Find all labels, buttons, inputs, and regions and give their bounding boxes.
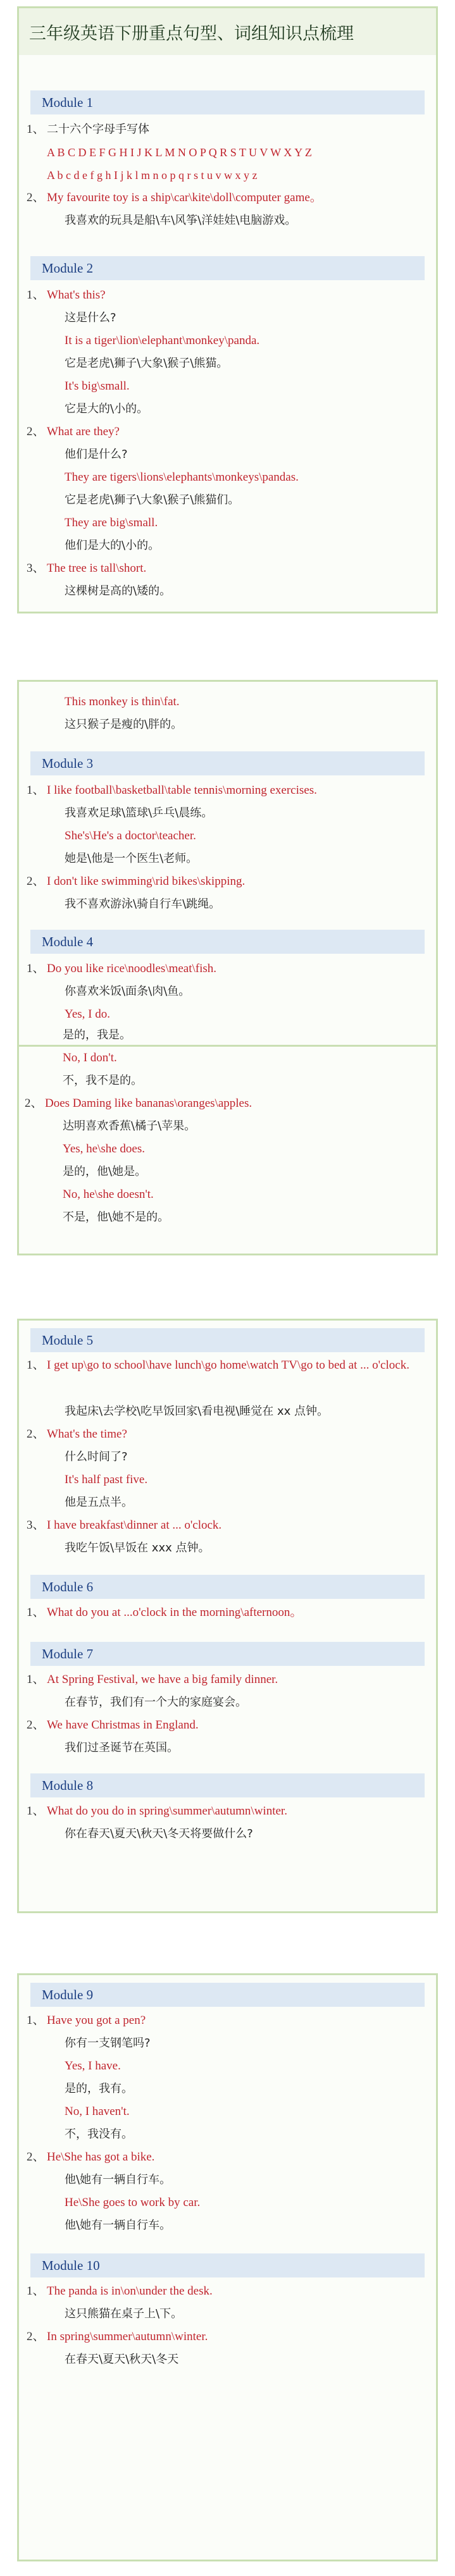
list-item	[19, 1668, 425, 1691]
zh-line: 你喜欢米饭\面条\肉\鱼。	[65, 985, 190, 998]
en-line: Yes, I have.	[65, 2059, 121, 2073]
module-7-header: Module 7	[30, 1642, 425, 1666]
module-3-header: Module 3	[30, 751, 425, 775]
zh-line: 不，我没有。	[65, 2128, 133, 2141]
item-number: 2、	[27, 1427, 45, 1441]
page-title: 三年级英语下册重点句型、词组知识点梳理	[19, 8, 436, 55]
item-number: 2、	[27, 1718, 45, 1732]
en-line: We have Christmas in England.	[47, 1718, 199, 1732]
zh-line: 他是五点半。	[65, 1496, 133, 1509]
en-line: What's this?	[47, 288, 106, 302]
zh-line: 我不喜欢游泳\骑自行车\跳绳。	[65, 897, 221, 911]
module-1-header: Module 1	[30, 90, 425, 114]
list-item	[19, 1601, 425, 1624]
item-number: 2、	[27, 2330, 45, 2343]
module-10-header: Module 10	[30, 2253, 425, 2277]
list-item	[19, 2146, 425, 2169]
en-line: He\She has got a bike.	[47, 2150, 155, 2164]
list-item	[19, 2326, 425, 2348]
list-item	[19, 779, 425, 802]
zh-line: 二十六个字母手写体	[47, 123, 149, 136]
en-line: Have you got a pen?	[47, 2014, 146, 2027]
en-line: They are tigers\lions\elephants\monkeys\pandas.	[65, 471, 299, 484]
zh-line: 她是\他是一个医生\老师。	[65, 852, 198, 865]
zh-line: 这只猴子是瘦的\胖的。	[65, 718, 183, 731]
list-item	[19, 1514, 425, 1537]
zh-line: 我喜欢足球\篮球\乒乓\晨练。	[65, 806, 213, 820]
zh-line: 你在春天\夏天\秋天\冬天将要做什么?	[65, 1827, 253, 1840]
item-number: 1、	[27, 2014, 45, 2027]
list-item	[19, 1714, 425, 1737]
en-line: What's the time?	[47, 1427, 127, 1441]
item-number: 2、	[27, 2150, 45, 2164]
item-number: 3、	[27, 1519, 45, 1532]
en-line: What do you at ...o'clock in the morning\afternoon。	[47, 1606, 302, 1619]
module-8-header: Module 8	[30, 1773, 425, 1797]
zh-line: 他们是大的\小的。	[65, 539, 160, 552]
en-line: This monkey is thin\fat.	[65, 695, 180, 708]
en-line: They are big\small.	[65, 516, 158, 529]
en-line: The panda is in\on\under the desk.	[47, 2284, 213, 2298]
item-number: 1、	[27, 1606, 45, 1619]
panel-4	[17, 1973, 438, 2561]
en-line: It's big\small.	[65, 379, 130, 393]
list-item	[19, 2009, 425, 2032]
zh-line: 这棵树是高的\矮的。	[65, 584, 171, 598]
list-item	[19, 1800, 425, 1823]
item-number: 2、	[27, 191, 45, 204]
item-number: 1、	[27, 288, 45, 302]
zh-line: 它是老虎\狮子\大象\猴子\熊猫。	[65, 357, 228, 370]
list-item	[19, 1355, 425, 1376]
en-line: Yes, I do.	[65, 1008, 110, 1021]
module-5-header: Module 5	[30, 1328, 425, 1352]
list-item	[17, 1092, 427, 1115]
zh-line: 不是，他\她不是的。	[63, 1211, 170, 1224]
item-number: 2、	[27, 875, 45, 888]
item-number: 1、	[27, 784, 45, 797]
en-line: He\She goes to work by car.	[65, 2196, 201, 2209]
en-line: A b c d e f g h I j k l m n o p q r s t u v w x y z	[47, 169, 258, 182]
en-line: No, I don't.	[63, 1051, 117, 1064]
en-line: I don't like swimming\rid bikes\skipping.	[47, 875, 246, 888]
list-item	[19, 118, 425, 141]
panel-1	[17, 6, 438, 613]
zh-line: 他\她有一辆自行车。	[65, 2219, 171, 2232]
en-line: Yes, he\she does.	[63, 1142, 146, 1156]
zh-line: 他\她有一辆自行车。	[65, 2173, 171, 2186]
en-line: No, he\she doesn't.	[63, 1188, 154, 1201]
item-number: 1、	[27, 1359, 45, 1372]
panel-2	[17, 680, 438, 1047]
en-line: In spring\summer\autumn\winter.	[47, 2330, 208, 2343]
en-line: It is a tiger\lion\elephant\monkey\panda.	[65, 334, 260, 347]
zh-line: 在春天\夏天\秋天\冬天	[65, 2353, 179, 2366]
en-line: The tree is tall\short.	[47, 562, 147, 575]
item-number: 1、	[27, 962, 45, 975]
en-line: I get up\go to school\have lunch\go home\watch TV\go to bed at ... o'clock.	[47, 1359, 409, 1372]
module-2-header: Module 2	[30, 256, 425, 280]
en-line: At Spring Festival, we have a big family dinner.	[47, 1673, 278, 1686]
en-line: She's\He's a doctor\teacher.	[65, 829, 196, 842]
zh-line: 我吃午饭\早饭在 xxx 点钟。	[65, 1541, 210, 1555]
en-line: Do you like rice\noodles\meat\fish.	[47, 962, 217, 975]
zh-line: 我们过圣诞节在英国。	[65, 1741, 178, 1754]
en-line: My favourite toy is a ship\car\kite\doll\computer game。	[47, 191, 322, 204]
list-item	[19, 187, 425, 209]
zh-line: 这只熊猫在桌子上\下。	[65, 2307, 183, 2320]
zh-line: 我起床\去学校\吃早饭回家\看电视\睡觉在 xx 点钟。	[65, 1405, 329, 1418]
module-6-header: Module 6	[30, 1575, 425, 1599]
zh-line: 这是什么?	[65, 311, 116, 324]
zh-line: 在春节，我们有一个大的家庭宴会。	[65, 1696, 247, 1709]
en-line: I have breakfast\dinner at ... o'clock.	[47, 1519, 222, 1532]
item-number: 1、	[27, 2284, 45, 2298]
en-line: What do you do in spring\summer\autumn\winter.	[47, 1804, 287, 1818]
list-item	[19, 557, 425, 580]
zh-line: 是的，他\她是。	[63, 1165, 147, 1178]
zh-line: 它是老虎\狮子\大象\猴子\熊猫们。	[65, 493, 240, 507]
item-number: 1、	[27, 123, 45, 136]
zh-line: 不，我不是的。	[63, 1074, 142, 1087]
zh-line: 他们是什么?	[65, 448, 128, 461]
list-item	[19, 2280, 425, 2303]
item-number: 1、	[27, 1804, 45, 1818]
en-line: It's half past five.	[65, 1473, 148, 1486]
zh-line: 你有一支钢笔吗?	[65, 2037, 151, 2050]
item-number: 2、	[25, 1097, 43, 1110]
en-line: I like football\basketball\table tennis\morning exercises.	[47, 784, 317, 797]
item-number: 2、	[27, 425, 45, 438]
panel-3	[17, 1319, 438, 1913]
zh-line: 什么时间了?	[65, 1450, 128, 1464]
zh-line: 是的，我是。	[63, 1028, 131, 1042]
list-item	[19, 421, 425, 443]
zh-line: 达明喜欢香蕉\橘子\苹果。	[63, 1119, 196, 1133]
module-4-header: Module 4	[30, 930, 425, 954]
item-number: 3、	[27, 562, 45, 575]
list-item	[19, 958, 425, 980]
en-line: Does Daming like bananas\oranges\apples.	[45, 1097, 252, 1110]
module-9-header: Module 9	[30, 1983, 425, 2007]
zh-line: 是的，我有。	[65, 2082, 133, 2095]
item-number: 1、	[27, 1673, 45, 1686]
en-line: No, I haven't.	[65, 2105, 130, 2118]
list-item	[19, 870, 425, 893]
zh-line: 它是大的\小的。	[65, 402, 149, 416]
panel-2-tail	[17, 1024, 438, 1255]
en-line: A B C D E F G H I J K L M N O P Q R S T U V W X Y Z	[47, 146, 312, 159]
zh-line: 我喜欢的玩具是船\车\风筝\洋娃娃\电脑游戏。	[65, 214, 297, 227]
list-item	[19, 284, 425, 307]
en-line: What are they?	[47, 425, 120, 438]
list-item	[19, 1423, 425, 1446]
